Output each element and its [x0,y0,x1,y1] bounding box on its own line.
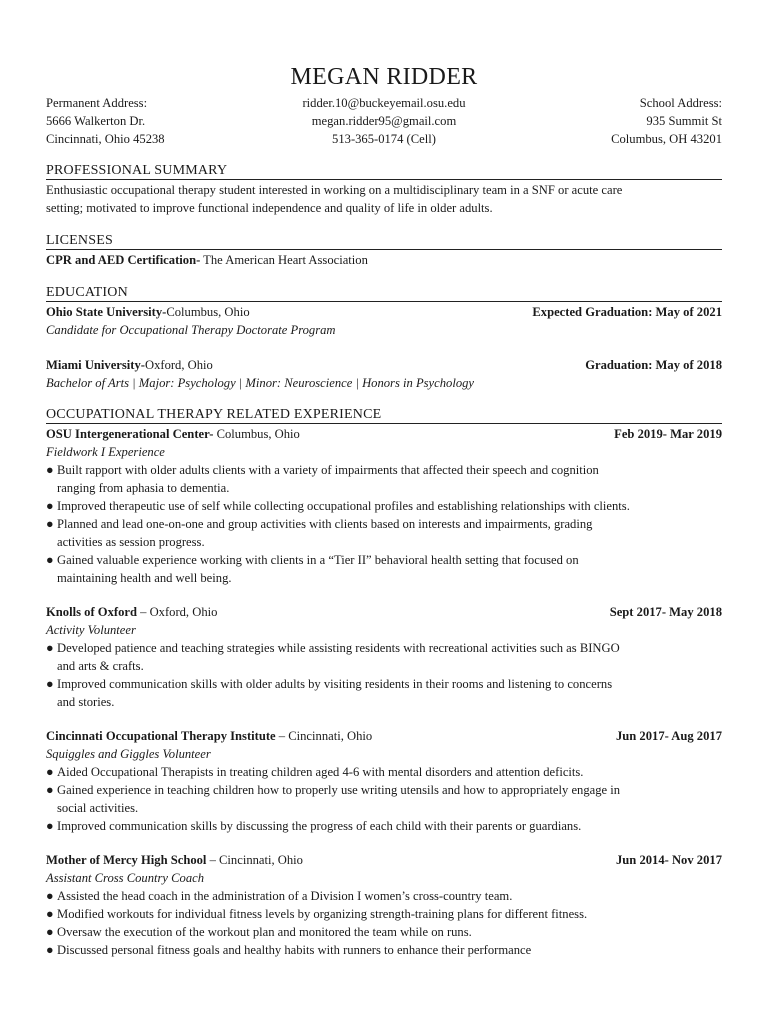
bullet-line: Planned and lead one-on-one and group activities with clients based on interests and impairments, grading [57,517,593,531]
contact-block [46,94,722,150]
experience-bullets [46,887,722,959]
bullet-icon: ● [46,517,54,531]
experience-section [46,406,722,975]
degree-detail: Candidate for Occupational Therapy Doctorate Program [46,323,336,337]
bullet-icon: ● [46,783,54,797]
bullet-icon: ● [46,641,54,655]
experience-role: Activity Volunteer [46,623,136,637]
bullet-item [46,923,722,941]
bullet-item [46,905,722,923]
school-address-label: School Address: [639,96,722,110]
bullet-icon: ● [46,925,54,939]
bullet-line: maintaining health and well being. [57,571,232,585]
bullet-item [46,461,722,497]
education-entry [46,356,722,392]
bullet-item [46,551,722,587]
experience-entry [46,603,722,711]
bullet-line: Improved communication skills by discussing the progress of each child with their parents or guardians. [57,819,582,833]
bullet-item [46,941,722,959]
bullet-item [46,817,722,835]
education-title: EDUCATION [46,284,722,302]
experience-title: OCCUPATIONAL THERAPY RELATED EXPERIENCE [46,406,722,424]
license-item [46,251,722,269]
employer-location: – Cincinnati, Ohio [275,729,373,743]
employer-location: – Cincinnati, Ohio [206,853,303,867]
bullet-line: Gained experience in teaching children how to properly use writing utensils and how to appropriately engage in [57,783,621,797]
experience-role: Fieldwork I Experience [46,445,165,459]
bullet-line: Assisted the head coach in the administration of a Division I women’s cross-country team. [57,889,513,903]
licenses-section [46,232,722,269]
bullet-item [46,639,722,675]
license-name: CPR and AED Certification- [46,253,201,267]
experience-bullets [46,461,722,587]
bullet-line: Improved communication skills with older adults by visiting residents in their rooms and listening to concerns [57,677,613,691]
education-header [46,356,722,374]
education-header [46,303,722,321]
degree-detail: Bachelor of Arts | Major: Psychology | Minor: Neuroscience | Honors in Psychology [46,376,475,390]
summary-section [46,162,722,217]
experience-role: Assistant Cross Country Coach [46,871,205,885]
bullet-line: and stories. [57,695,115,709]
experience-bullets [46,763,722,835]
school-location: Oxford, Ohio [144,358,213,372]
experience-dates: Jun 2014- Nov 2017 [615,853,722,867]
bullet-item [46,763,722,781]
bullet-line: activities as session progress. [57,535,205,549]
bullet-line: Aided Occupational Therapists in treating children aged 4-6 with mental disorders and attention deficits. [57,765,584,779]
bullet-icon: ● [46,499,54,513]
email-gmail: megan.ridder95@gmail.com [311,114,457,128]
bullet-item [46,497,722,515]
experience-dates: Jun 2017- Aug 2017 [615,729,722,743]
bullet-line: Developed patience and teaching strategies while assisting residents with recreational activities such as BINGO [57,641,620,655]
employer-location: – Oxford, Ohio [136,605,218,619]
bullet-icon: ● [46,677,54,691]
bullet-line: Oversaw the execution of the workout plan and monitored the team while on runs. [57,925,472,939]
employer-name: Cincinnati Occupational Therapy Institute [46,729,276,743]
bullet-item [46,781,722,817]
bullet-icon: ● [46,463,54,477]
candidate-name: MEGAN RIDDER [290,64,478,90]
experience-header [46,851,722,869]
bullet-icon: ● [46,553,54,567]
employer-name: Mother of Mercy High School [46,853,207,867]
bullet-icon: ● [46,943,54,957]
bullet-line: Improved therapeutic use of self while collecting occupational profiles and establishing relationships with clients. [57,499,630,513]
bullet-line: ranging from aphasia to dementia. [57,481,230,495]
permanent-address-label: Permanent Address: [46,96,148,110]
experience-entry [46,727,722,835]
summary-title: PROFESSIONAL SUMMARY [46,162,722,180]
bullet-icon: ● [46,819,54,833]
summary-line: Enthusiastic occupational therapy student interested in working on a multidisciplinary team in a SNF or acute care [46,183,623,197]
employer-name: Knolls of Oxford [46,605,137,619]
bullet-line: Built rapport with older adults clients with a variety of impairments that affected their speech and cognition [57,463,599,477]
bullet-item [46,675,722,711]
education-entry [46,303,722,339]
licenses-title: LICENSES [46,232,722,250]
permanent-address-street: 5666 Walkerton Dr. [46,114,146,128]
school-address-city: Columbus, OH 43201 [611,132,722,146]
experience-header [46,727,722,745]
bullet-line: Discussed personal fitness goals and healthy habits with runners to enhance their performance [57,943,532,957]
school-address [611,94,722,148]
bullet-line: Modified workouts for individual fitness levels by organizing strength-training plans for different fitness. [57,907,588,921]
permanent-address-city: Cincinnati, Ohio 45238 [46,132,165,146]
email-osu: ridder.10@buckeyemail.osu.edu [302,96,466,110]
graduation-date: Expected Graduation: May of 2021 [532,305,722,319]
bullet-icon: ● [46,907,54,921]
experience-role: Squiggles and Giggles Volunteer [46,747,211,761]
employer-name: OSU Intergenerational Center- [46,427,214,441]
experience-entry [46,425,722,587]
experience-bullets [46,639,722,711]
experience-header [46,603,722,621]
employer-location: Columbus, Ohio [213,427,300,441]
school-location: Columbus, Ohio [166,305,250,319]
school-address-street: 935 Summit St [646,114,722,128]
graduation-date: Graduation: May of 2018 [585,358,722,372]
phone: 513-365-0174 (Cell) [332,132,436,146]
summary-line: setting; motivated to improve functional independence and quality of life in older adults. [46,201,493,215]
experience-entry [46,851,722,959]
education-section [46,284,722,392]
bullet-line: and arts & crafts. [57,659,144,673]
license-org: The American Heart Association [200,253,368,267]
bullet-icon: ● [46,889,54,903]
bullet-item [46,887,722,905]
experience-dates: Sept 2017- May 2018 [609,605,722,619]
school-name: Ohio State University- [46,305,167,319]
experience-header [46,425,722,443]
school-name: Miami University- [46,358,145,372]
bullet-icon: ● [46,765,54,779]
bullet-line: social activities. [57,801,139,815]
experience-dates: Feb 2019- Mar 2019 [614,427,722,441]
bullet-item [46,515,722,551]
bullet-line: Gained valuable experience working with clients in a “Tier II” behavioral health setting that focused on [57,553,579,567]
